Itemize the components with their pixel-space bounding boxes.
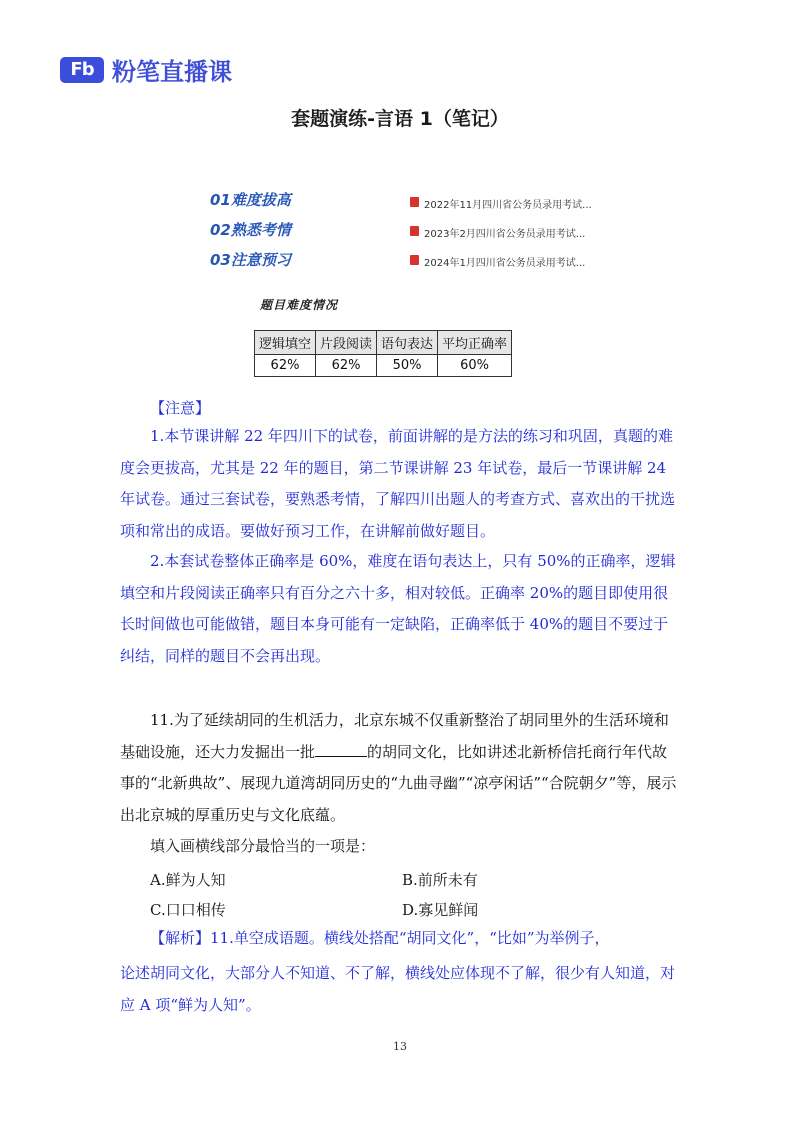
table-cell: 62% [316,355,377,377]
analysis-heading: 【解析】11.单空成语题。横线处搭配“胡同文化”，“比如”为举例子， [150,929,610,947]
outline-item: 03注意预习 [210,251,291,269]
file-item[interactable] [410,254,592,283]
page-title: 套题演练-言语 1（笔记） [291,108,509,130]
brand-name: 粉笔直播课 [112,58,232,86]
table-cell: 50% [377,355,438,377]
file-item[interactable] [410,225,592,254]
course-outline [210,188,291,278]
outline-item: 02熟悉考情 [210,221,291,239]
question-text-before: 11.为了延续胡同的生机活力，北京东城不仅重新整治了胡同里外的生活环境和基础设施，还大力发掘出一批 [120,711,669,761]
file-item[interactable] [410,196,592,225]
file-list [410,196,592,283]
table-header-cell: 语句表达 [377,331,438,355]
pdf-icon [410,255,419,265]
difficulty-table [254,330,512,377]
note-paragraph-2: 2.本套试卷整体正确率是 60%，难度在语句表达上，只有 50%的正确率，逻辑填空和片段阅读正确率只有百分之六十多，相对较低。正确率 20%的题目即使用很长时间做也可能做错，题目本身可能有一定缺陷，正确率低于 40%的题目不要过于纠结，同样的题目不会再出现。 [120,552,676,665]
note-heading: 【注意】 [150,399,211,417]
pdf-icon [410,197,419,207]
outline-item: 01难度拔高 [210,191,291,209]
option-a: A.鲜为人知 [150,871,226,889]
file-name: 2023年2月四川省公务员录用考试... [424,229,586,240]
option-c: C.口口相传 [150,901,226,919]
difficulty-title: 题目难度情况 [260,298,339,312]
file-name: 2024年1月四川省公务员录用考试... [424,258,586,269]
pdf-icon [410,226,419,236]
table-row [255,355,512,377]
brand-mark: Fb [60,57,104,83]
question-prompt: 填入画横线部分最恰当的一项是： [150,837,376,855]
table-header-cell: 平均正确率 [438,331,512,355]
question-text-after: 的胡同文化，比如讲述北新桥信托商行年代故事的“北新典故”、展现九道湾胡同历史的“九曲寻幽”“凉亭闲话”“合院朝夕”等，展示出北京城的厚重历史与文化底蕴。 [120,742,677,824]
table-header-cell: 片段阅读 [316,331,377,355]
table-header-cell: 逻辑填空 [255,331,316,355]
page-number: 13 [393,1040,407,1053]
fill-in-blank [315,742,367,757]
analysis-body: 论述胡同文化，大部分人不知道、不了解，横线处应体现不了解，很少有人知道，对应 A 项“鲜为人知”。 [120,964,676,1014]
table-header-row [255,331,512,355]
file-name: 2022年11月四川省公务员录用考试... [424,200,592,211]
option-d: D.寡见鲜闻 [402,901,479,919]
note-paragraph-1: 1.本节课讲解 22 年四川下的试卷，前面讲解的是方法的练习和巩固，真题的难度会更拔高，尤其是 22 年的题目，第二节课讲解 23 年试卷，最后一节课讲解 24 年试卷。通过三套试卷，要熟悉考情，了解四川出题人的考查方式、喜欢出的干扰选项和常出的成语。要做好预习工作，在讲解前做好题目。 [120,427,676,540]
brand-logo [60,52,232,87]
question-stem [120,705,680,831]
table-cell: 60% [438,355,512,377]
table-cell: 62% [255,355,316,377]
option-b: B.前所未有 [402,871,478,889]
